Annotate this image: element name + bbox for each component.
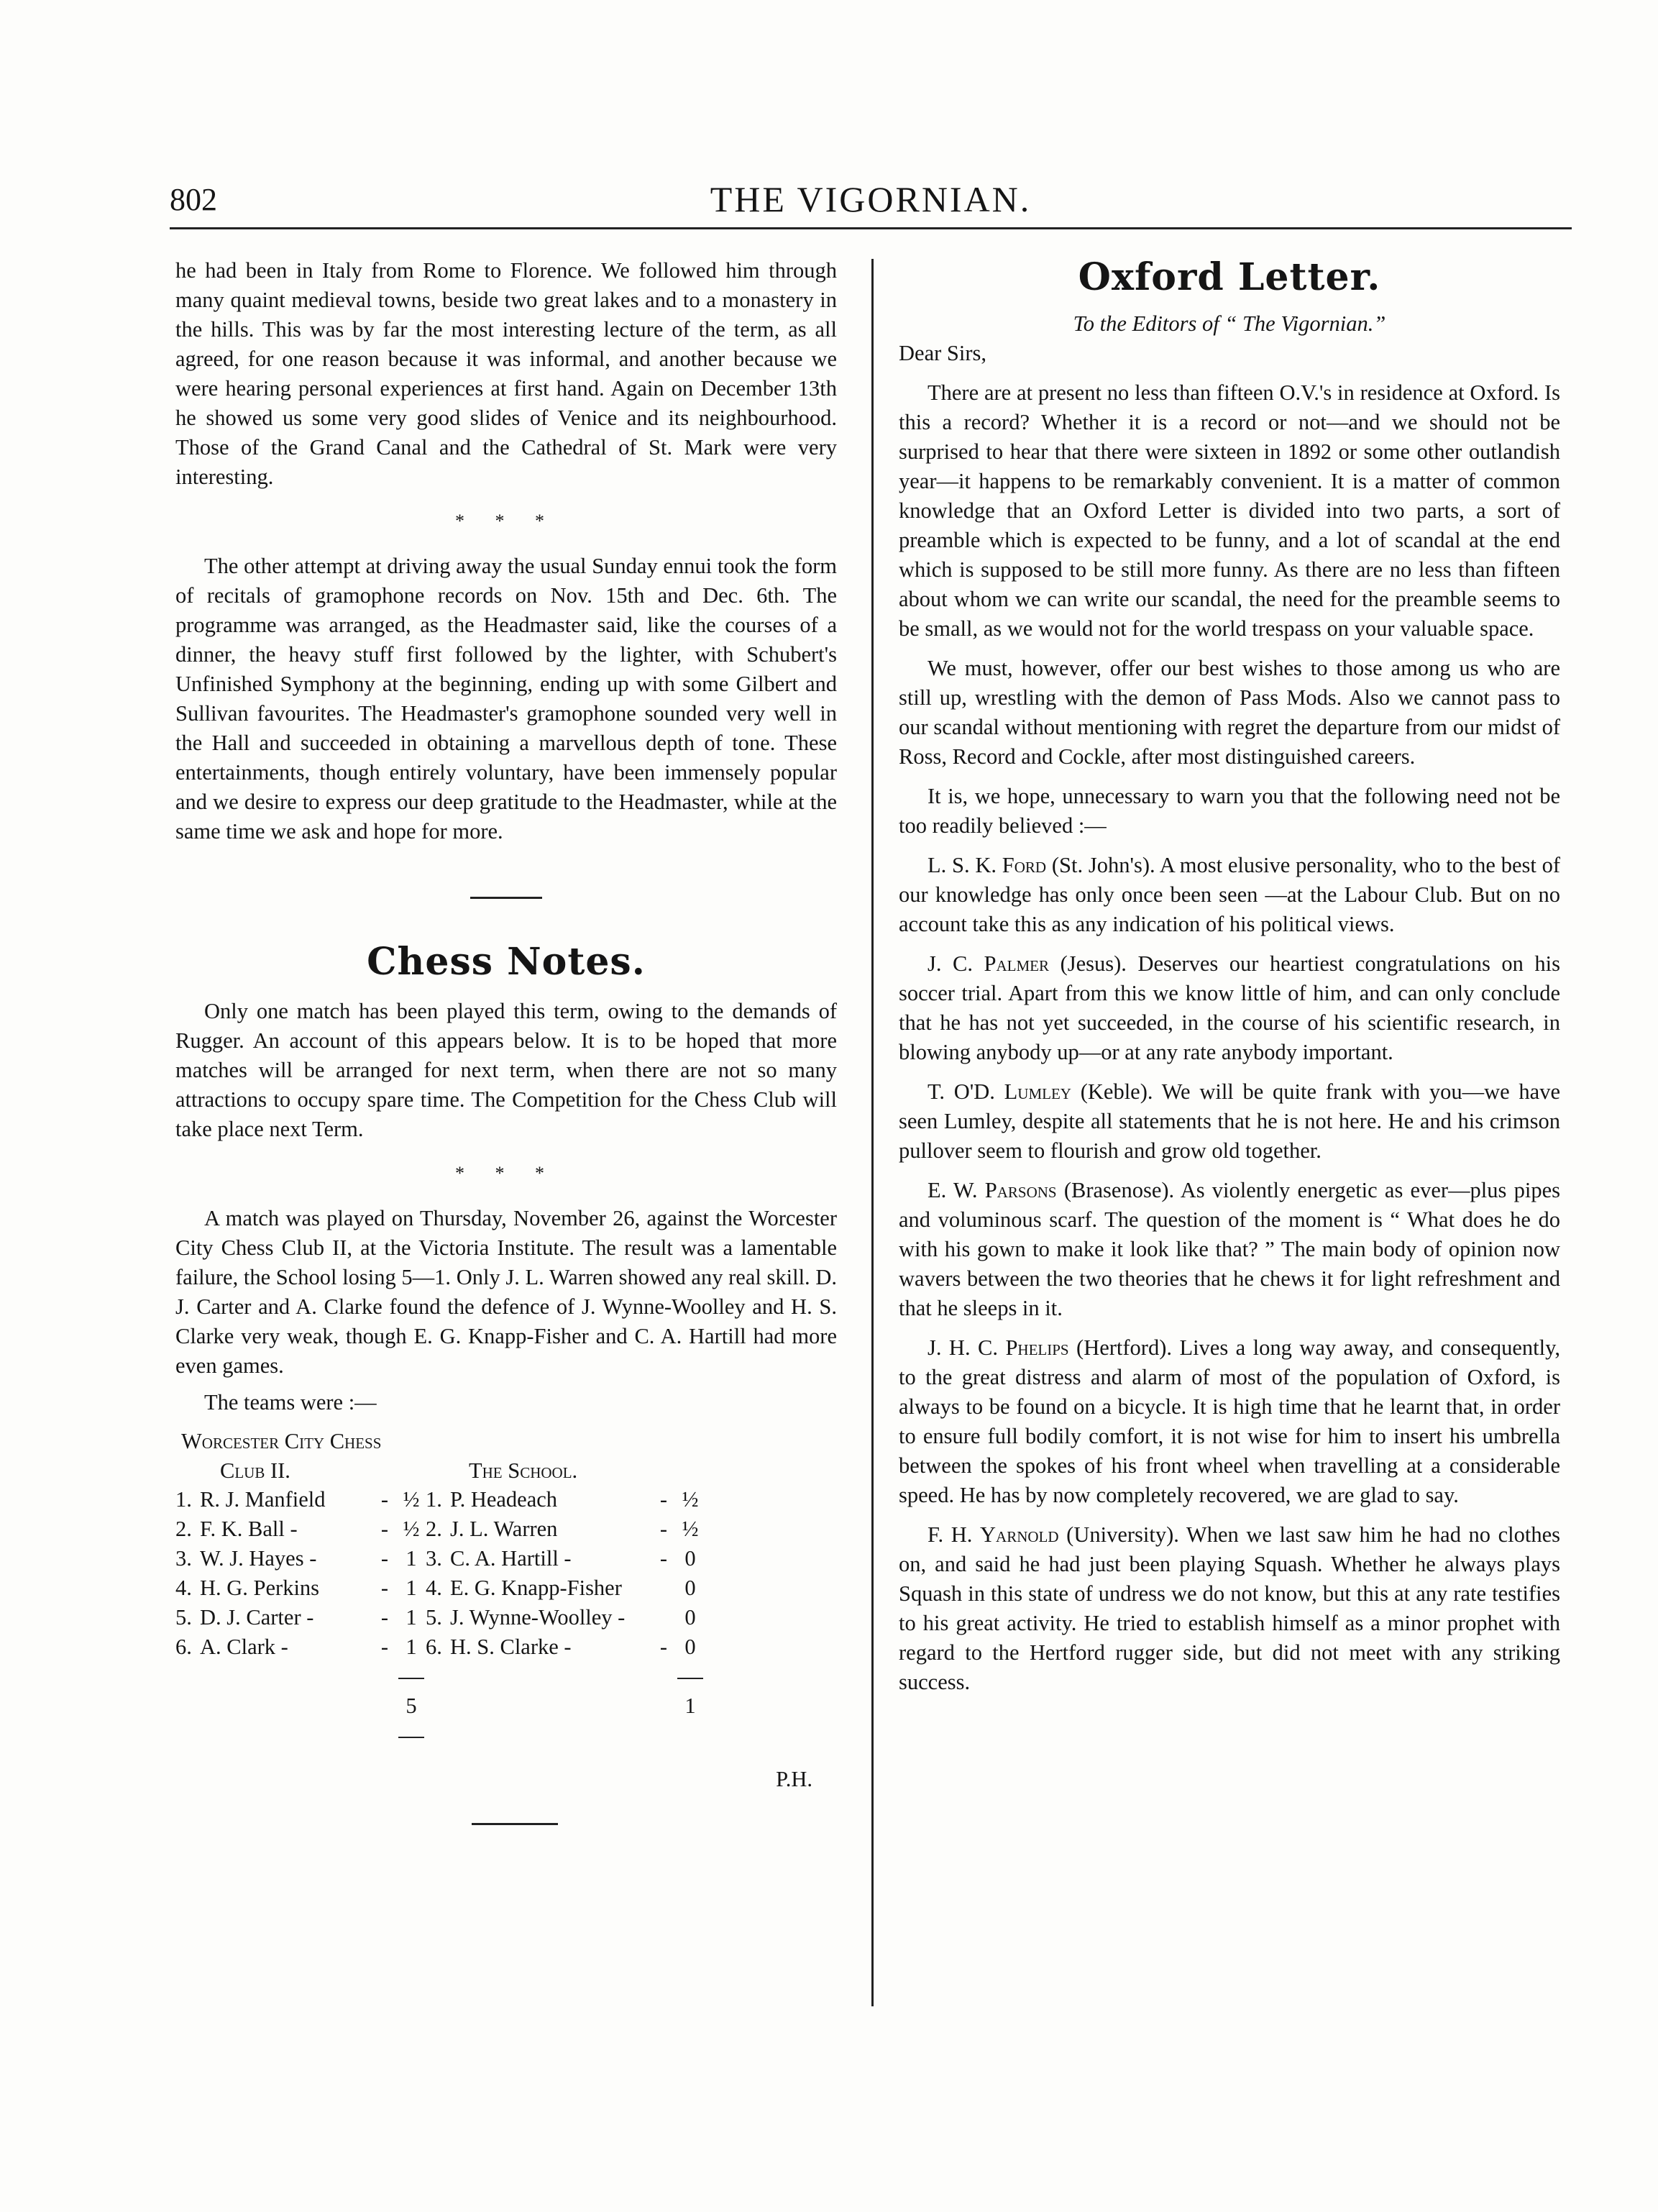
signature: P.H. bbox=[776, 1767, 812, 1791]
page-header bbox=[170, 177, 1572, 227]
team-left-heading-1: Worcester City Chess bbox=[181, 1428, 382, 1453]
entry-ford: L. S. K. Ford (St. John's). A most elusive personality, who to the best of our knowledge has only once been seen —at the Labour Club. But on no account take this as any indication of his political views. bbox=[899, 853, 1561, 936]
lecture-paragraph: he had been in Italy from Rome to Florence. We followed him through many quaint medieval towns, beside two great lakes and to a monastery in the hills. This was by far the most interesting lecture of the term, as all agreed, for one reason because it was informal, and another because we were hearing personal experiences at first hand. Again on December 13th he showed us some very good slides of Venice and its neighbourhood. Those of the Grand Canal and the Cathedral of St. Mark were very interesting. bbox=[175, 258, 837, 489]
right-column bbox=[899, 256, 1560, 1697]
end-rule bbox=[472, 1823, 558, 1825]
team-right-heading: The School. bbox=[469, 1458, 578, 1483]
entry-palmer: J. C. Palmer (Jesus). Deserves our heartiest congratulations on his soccer trial. Apart from this we know little of him, and can only conclude that he has not yet succeeded, in the course of his scientific research, in blowing anybody up—or at any rate anybody important. bbox=[899, 951, 1561, 1064]
total-rule bbox=[398, 1678, 424, 1679]
journal-title: THE VIGORNIAN. bbox=[710, 179, 1032, 219]
table-row: 3. W. J. Hayes - - 1 3. C. A. Hartill - - 0 bbox=[175, 1546, 696, 1571]
teams-table bbox=[175, 1426, 705, 1750]
table-row: 4. H. G. Perkins - 1 4. E. G. Knapp-Fisher 0 bbox=[175, 1576, 696, 1600]
column-divider bbox=[871, 259, 874, 2006]
total-left: 5 bbox=[406, 1694, 417, 1718]
table-row: 2. F. K. Ball - - ½ 2. J. L. Warren - ½ bbox=[175, 1517, 699, 1541]
total-rule bbox=[398, 1737, 424, 1738]
table-row: 1. R. J. Manfield - ½ 1. P. Headeach - ½ bbox=[175, 1487, 699, 1512]
chess-match-paragraph: A match was played on Thursday, November 26, against the Worcester City Chess Club II, at the Victoria Institute. The result was a lamentable failure, the School losing 5—1. Only J. L. Warren showed any real skill. D. J. Carter and A. Clarke found the defence of J. Wynne-Woolley and H. S. Clarke very weak, though E. G. Knapp-Fisher and C. A. Hartill had more even games. bbox=[175, 1206, 837, 1378]
entry-phelips: J. H. C. Phelips (Hertford). Lives a long way away, and consequently, to the great distress and alarm of most of the population of Oxford, is always to be found on a bicycle. It is high time that he learnt that, in order to ensure full bodily comfort, it is not wise for him to insert his umbrella between the spokes of his front wheel when travelling at a considerable speed. He has by now completely recovered, we are glad to say. bbox=[899, 1335, 1561, 1507]
section-divider-rule bbox=[470, 897, 542, 899]
entry-surname: Ford bbox=[1002, 853, 1047, 877]
page-number: 802 bbox=[170, 182, 217, 217]
letter-paragraph: We must, however, offer our best wishes to those among us who are still up, wrestling with the demon of Pass Mods. Also we cannot pass to our scandal without mentioning with regret the departure from our midst of Ross, Record and Cockle, after most distinguished careers. bbox=[899, 656, 1560, 769]
chess-separator-stars: * * * bbox=[455, 1163, 557, 1184]
chess-notes-title: Chess Notes. bbox=[367, 940, 646, 984]
total-right: 1 bbox=[684, 1694, 696, 1718]
team-left-heading-2: Club II. bbox=[220, 1458, 290, 1483]
left-column bbox=[175, 256, 837, 1825]
gramophone-paragraph: The other attempt at driving away the usual Sunday ennui took the form of recitals of gramophone records on Nov. 15th and Dec. 6th. The programme was arranged, as the Headmaster said, like the courses of a dinner, the heavy stuff first followed by the lighter, with Schubert's Unfinished Symphony at the beginning, ending up with some Gilbert and Sullivan favourites. The Headmaster's gramophone sounded very well in the Hall and succeeded in obtaining a marvellous depth of tone. These entertainments, though entirely voluntary, have been immensely popular and we desire to express our deep gratitude to the Headmaster, while at the same time we ask and hope for more. bbox=[175, 554, 837, 844]
header-rule bbox=[170, 227, 1572, 229]
letter-paragraph: There are at present no less than fifteen O.V.'s in residence at Oxford. Is this a record? Whether it is a record or not—and we should not be surprised to hear that there were sixteen in 1892 or some other outlandish year—it happens to be remarkably convenient. It is a matter of common knowledge that an Oxford Letter is divided into two parts, a sort of preamble which is expected to be funny, and a lot of scandal at the end which is supposed to be still more funny. As there are no less than fifteen about whom we can write our scandal, the need for the preamble seems to be small, as we would not for the world trespass on your valuable space. bbox=[899, 380, 1560, 641]
entry-surname: Parsons bbox=[984, 1178, 1057, 1202]
salutation: Dear Sirs, bbox=[899, 341, 986, 365]
dedication: To the Editors of “ The Vigornian.” bbox=[1073, 311, 1386, 336]
entry-surname: Lumley bbox=[1004, 1079, 1071, 1104]
entry-parsons: E. W. Parsons (Brasenose). As violently energetic as ever—plus pipes and voluminous scarf. The question of the moment is “ What does he do with his gown to make it look like that? ” The main body of opinion now wavers between the two theories that he chews it for light refreshment and that he sleeps in it. bbox=[899, 1178, 1560, 1320]
teams-intro: The teams were :— bbox=[204, 1390, 377, 1415]
oxford-letter-title: Oxford Letter. bbox=[1078, 255, 1381, 299]
entry-surname: Phelips bbox=[1005, 1335, 1069, 1360]
entry-surname: Yarnold bbox=[980, 1522, 1059, 1547]
chess-intro-paragraph: Only one match has been played this term, owing to the demands of Rugger. An account of this appears below. It is to be hoped that more matches will be arranged for next term, when there are not so many attractions to occupy spare time. The Competition for the Chess Club will take place next Term. bbox=[175, 999, 837, 1141]
total-rule bbox=[677, 1678, 703, 1679]
entry-lumley: T. O'D. Lumley (Keble). We will be quite frank with you—we have seen Lumley, despite all statements that he is not here. He and his crimson pullover seem to flourish and grow old together. bbox=[899, 1079, 1560, 1163]
entry-yarnold: F. H. Yarnold (University). When we last saw him he had no clothes on, and said he had just been playing Squash. Whether he always plays Squash in this state of undress we do not know, but this at any rate testifies to his great activity. He tried to establish himself as a minor prophet with regard to the Hertford rugger side, but did not meet with any striking success. bbox=[899, 1522, 1561, 1694]
table-row: 6. A. Clark - - 1 6. H. S. Clarke - - 0 bbox=[175, 1635, 696, 1659]
letter-paragraph: It is, we hope, unnecessary to warn you that the following need not be too readily believed :— bbox=[899, 784, 1560, 838]
entry-surname: Palmer bbox=[984, 951, 1050, 976]
section-separator-stars: * * * bbox=[455, 511, 557, 531]
table-row: 5. D. J. Carter - - 1 5. J. Wynne-Woolley - 0 bbox=[175, 1605, 696, 1630]
